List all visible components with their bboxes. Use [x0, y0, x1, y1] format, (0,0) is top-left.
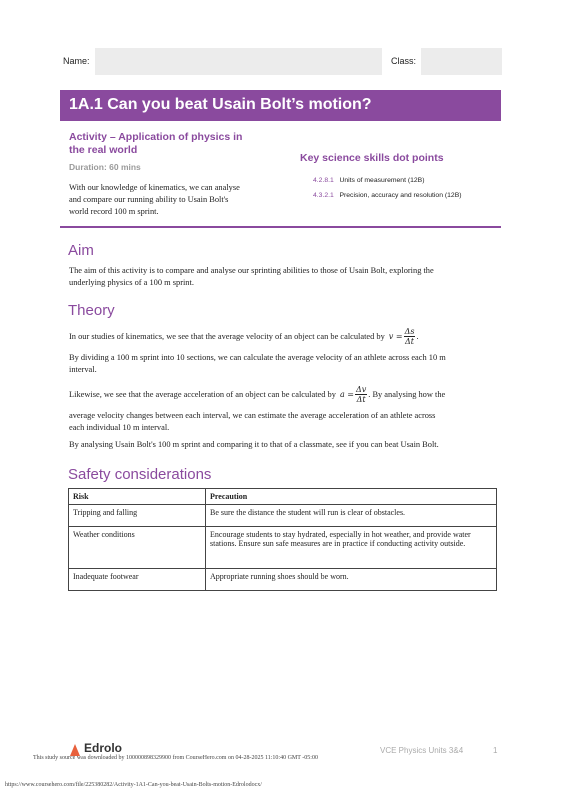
table-header-row: [69, 489, 497, 505]
class-field[interactable]: [421, 48, 502, 75]
skill-text: Units of measurement (12B): [339, 177, 425, 184]
skill-code: 4.2.8.1: [313, 177, 334, 184]
table-row: [69, 505, 497, 527]
equation-acceleration-lhs: a =: [339, 389, 354, 399]
theory-line: average velocity changes between each interval, we can estimate the average acceleration of an athlete across: [69, 411, 436, 420]
footer-url: https://www.coursehero.com/file/225380282/Activity-1A1-Can-you-beat-Usain-Bolts-motion-Edrolodocx/: [5, 782, 262, 788]
activity-title-line: Activity – Application of physics in: [69, 131, 243, 143]
risk-cell: Inadequate footwear: [69, 569, 206, 591]
footer-logo-text: Edrolo: [84, 741, 122, 755]
footer-course: VCE Physics Units 3&4: [380, 746, 464, 755]
duration: Duration: 60 mins: [69, 162, 141, 172]
theory-heading: Theory: [68, 302, 115, 319]
intro-line: and compare our running ability to Usain Bolt's: [69, 195, 229, 204]
skills-heading: Key science skills dot points: [300, 152, 444, 164]
skill-code: 4.3.2.1: [313, 192, 334, 199]
theory-line: each individual 10 m interval.: [69, 423, 170, 432]
skill-text: Precision, accuracy and resolution (12B): [339, 192, 462, 199]
theory-text: In our studies of kinematics, we see that the average velocity of an object can be calculated by: [69, 331, 385, 341]
theory-text: Likewise, we see that the average acceleration of an object can be calculated by: [69, 389, 336, 399]
title-banner: [60, 90, 501, 121]
footer-download-note: This study source was downloaded by 100000898329900 from CourseHero.com on 04-28-2025 11:10:40 GMT -05:00: [33, 755, 318, 761]
aim-text: [69, 265, 434, 289]
theory-paragraph-acceleration-cont: [69, 410, 435, 434]
theory-paragraph-velocity: [69, 327, 419, 346]
fraction-denominator: Δt: [356, 395, 366, 404]
skills-list: [313, 173, 462, 203]
precaution-cell: Appropriate running shoes should be worn.: [206, 569, 497, 591]
aim-heading: Aim: [68, 242, 94, 259]
fraction-numerator: Δs: [404, 327, 415, 336]
fraction-denominator: Δt: [405, 337, 414, 346]
theory-text: .: [416, 331, 419, 341]
column-header-precaution: Precaution: [206, 489, 497, 505]
equation-velocity-fraction: [404, 327, 419, 346]
activity-title: [69, 131, 242, 157]
equation-acceleration-fraction: [355, 385, 367, 404]
activity-title-line: the real world: [69, 144, 138, 156]
theory-line: By dividing a 100 m sprint into 10 sections, we can calculate the average velocity of an athlete across each 10 m: [69, 353, 446, 362]
skill-item: [313, 188, 462, 203]
theory-paragraph-challenge: By analysing Usain Bolt's 100 m sprint and comparing it to that of a classmate, see if you can beat Usain Bolt.: [69, 440, 439, 449]
table-row: [69, 527, 497, 569]
theory-text: . By analysing how the: [368, 389, 446, 399]
column-header-risk: Risk: [69, 489, 206, 505]
table-row: [69, 569, 497, 591]
activity-intro: [69, 182, 240, 218]
theory-paragraph-sections: [69, 352, 446, 376]
equation-velocity-lhs: v =: [388, 331, 403, 341]
safety-table: [68, 488, 497, 591]
theory-paragraph-acceleration: [69, 385, 445, 404]
page-title: 1A.1 Can you beat Usain Bolt’s motion?: [69, 96, 372, 113]
intro-line: With our knowledge of kinematics, we can analyse: [69, 183, 240, 192]
precaution-cell: Be sure the distance the student will run is clear of obstacles.: [206, 505, 497, 527]
name-label: Name:: [63, 56, 90, 66]
risk-cell: Tripping and falling: [69, 505, 206, 527]
footer-page-number: 1: [493, 746, 498, 755]
intro-line: world record 100 m sprint.: [69, 207, 159, 216]
precaution-cell: Encourage students to stay hydrated, especially in hot weather, and provide water stations. Ensure sun safe measures are in practice if conducting activity outside.: [206, 527, 497, 569]
class-label: Class:: [391, 56, 417, 66]
section-divider: [60, 226, 501, 228]
risk-cell: Weather conditions: [69, 527, 206, 569]
theory-line: interval.: [69, 365, 97, 374]
skill-item: [313, 173, 462, 188]
aim-line: The aim of this activity is to compare and analyse our sprinting abilities to those of Usain Bolt, exploring the: [69, 266, 434, 275]
name-field[interactable]: [95, 48, 382, 75]
safety-heading: Safety considerations: [68, 466, 212, 483]
aim-line: underlying physics of a 100 m sprint.: [69, 278, 194, 287]
fraction-numerator: Δv: [355, 385, 367, 394]
